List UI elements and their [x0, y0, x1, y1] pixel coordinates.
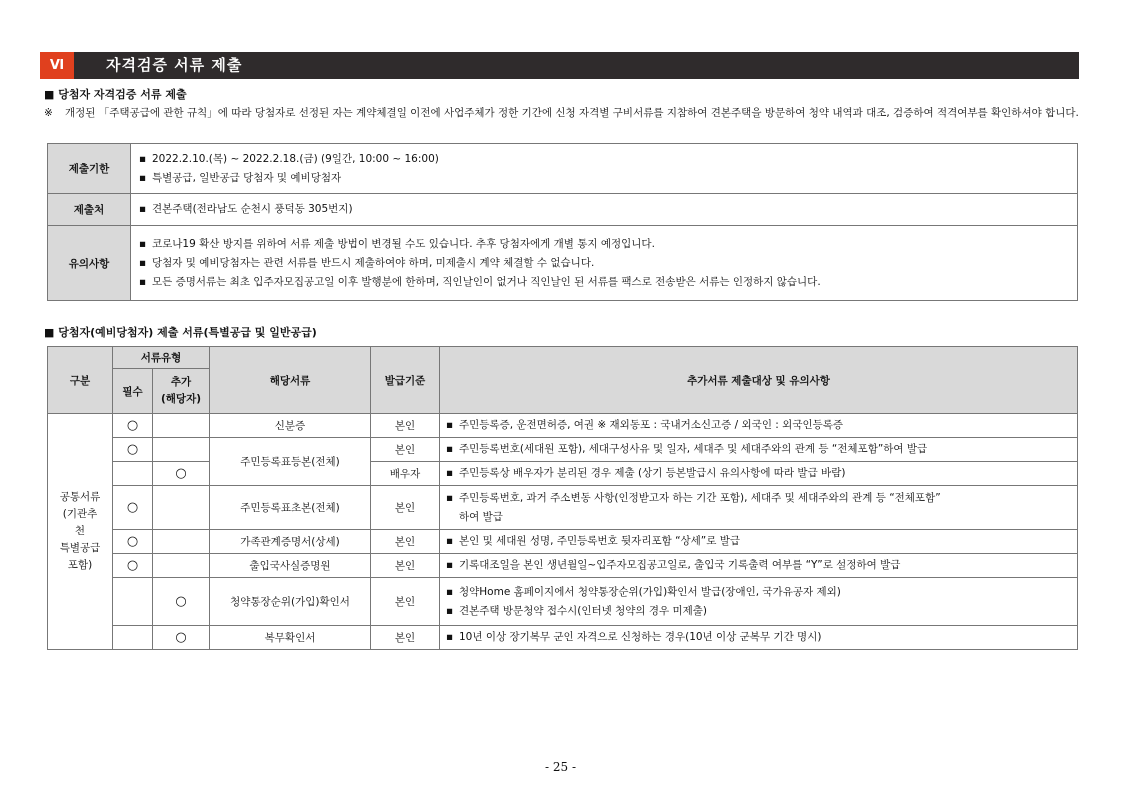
required-mark — [113, 462, 153, 486]
additional-mark — [153, 554, 210, 578]
note-text: 10년 이상 장기복무 군인 자격으로 신청하는 경우(10년 이상 군복무 기간 명시) — [459, 631, 822, 643]
required-mark: ○ — [113, 486, 153, 530]
required-mark — [113, 578, 153, 626]
target-text: 특별공급, 일반공급 당첨자 및 예비당첨자 — [152, 171, 342, 184]
required-mark — [113, 626, 153, 650]
table-row — [48, 554, 1078, 578]
header-issue: 발급기준 — [371, 347, 440, 414]
notes-cell — [440, 530, 1078, 554]
bullet: ▪ — [446, 604, 454, 617]
document-name: 청약통장순위(가입)확인서 — [210, 578, 371, 626]
header-document: 해당서류 — [210, 347, 371, 414]
notes-cell — [440, 462, 1078, 486]
header-notes: 추가서류 제출대상 및 유의사항 — [440, 347, 1078, 414]
table-row — [48, 414, 1078, 438]
issue-basis: 본인 — [371, 578, 440, 626]
required-mark: ○ — [113, 530, 153, 554]
bullet: ▪ — [139, 275, 147, 288]
required-mark: ○ — [113, 554, 153, 578]
bullet: ▪ — [446, 443, 454, 455]
document-name: 출입국사실증명원 — [210, 554, 371, 578]
issue-basis: 본인 — [371, 414, 440, 438]
additional-mark — [153, 438, 210, 462]
group-label: 공통서류 (기관추 천 특별공급 포함) — [48, 414, 113, 650]
section-number: Ⅵ — [40, 52, 74, 79]
additional-mark — [153, 486, 210, 530]
caution-text: 당첨자 및 예비당첨자는 관련 서류를 반드시 제출하여야 하며, 미제출시 계약 체결할 수 없습니다. — [152, 256, 595, 269]
location-text: 견본주택(전라남도 순천시 풍덕동 305번지) — [152, 203, 353, 215]
row-label: 제출처 — [48, 194, 131, 226]
bullet: ▪ — [446, 585, 454, 598]
document-name: 신분증 — [210, 414, 371, 438]
caution-text: 코로나19 확산 방지를 위하여 서류 제출 방법이 변경될 수도 있습니다. 추후 당첨자에게 개별 통지 예정입니다. — [152, 237, 655, 250]
bullet: ▪ — [446, 467, 454, 479]
notice-text: 개정된 「주택공급에 관한 규칙」에 따라 당첨자로 선정된 자는 계약체결일 이전에 사업주체가 정한 기간에 신청 자격별 구비서류를 지참하여 견본주택을 방문하여 청약 내역과 대조, 검증하여 적격여부를 확인하셔야 합니다. — [65, 107, 1079, 119]
issue-basis: 본인 — [371, 438, 440, 462]
issue-basis: 본인 — [371, 486, 440, 530]
bullet: ▪ — [139, 152, 147, 165]
header-required: 필수 — [113, 369, 153, 414]
table-row — [48, 438, 1078, 462]
required-mark: ○ — [113, 438, 153, 462]
note-text: 주민등록번호(세대원 포함), 세대구성사유 및 일자, 세대주 및 세대주와의 관계 등 “전체포함”하여 발급 — [459, 443, 928, 455]
document-name: 주민등록표초본(전체) — [210, 486, 371, 530]
header-category: 구분 — [48, 347, 113, 414]
header-doc-type: 서류유형 — [113, 347, 210, 369]
bullet: ▪ — [139, 203, 147, 215]
required-mark: ○ — [113, 414, 153, 438]
bullet: ▪ — [139, 171, 147, 184]
table-row — [48, 626, 1078, 650]
document-name: 가족관계증명서(상세) — [210, 530, 371, 554]
note-text: 주민등록증, 운전면허증, 여권 ※ 재외동포 : 국내거소신고증 / 외국인 : 외국인등록증 — [459, 419, 844, 431]
additional-mark: ○ — [153, 626, 210, 650]
notes-cell — [440, 438, 1078, 462]
subsection-heading-2: ■ 당첨자(예비당첨자) 제출 서류(특별공급 및 일반공급) — [44, 326, 317, 339]
bullet: ▪ — [446, 419, 454, 431]
document-name: 복무확인서 — [210, 626, 371, 650]
notes-cell — [440, 486, 1078, 530]
section-title: 자격검증 서류 제출 — [106, 56, 243, 74]
additional-mark: ○ — [153, 578, 210, 626]
bullet: ▪ — [446, 491, 454, 504]
notice — [44, 104, 1080, 122]
table-row — [48, 530, 1078, 554]
row-content — [131, 194, 1078, 226]
submission-info-table — [47, 143, 1078, 301]
note-text: 본인 및 세대원 성명, 주민등록번호 뒷자리포함 “상세”로 발급 — [459, 535, 741, 547]
note-text: 청약Home 홈페이지에서 청약통장순위(가입)확인서 발급(장애인, 국가유공자 제외) — [459, 585, 841, 598]
notes-cell — [440, 554, 1078, 578]
bullet: ▪ — [446, 631, 454, 643]
bullet: ▪ — [446, 535, 454, 547]
subsection-heading-1: ■ 당첨자 자격검증 서류 제출 — [44, 88, 187, 101]
notes-cell — [440, 626, 1078, 650]
note-text: 기록대조일을 본인 생년월일~입주자모집공고일로, 출입국 기록출력 여부를 “Y”로 설정하여 발급 — [459, 559, 901, 571]
additional-mark — [153, 414, 210, 438]
table-row — [48, 462, 1078, 486]
bullet: ▪ — [139, 256, 147, 269]
bullet: ▪ — [446, 559, 454, 571]
documents-table — [47, 346, 1078, 650]
row-label: 제출기한 — [48, 144, 131, 194]
caution-text: 모든 증명서류는 최초 입주자모집공고일 이후 발행분에 한하며, 직인날인이 없거나 직인날인 된 서류를 팩스로 전송받은 서류는 인정하지 않습니다. — [152, 275, 821, 288]
issue-basis: 배우자 — [371, 462, 440, 486]
page-number: - 25 - — [544, 760, 576, 774]
document-name: 주민등록표등본(전체) — [210, 438, 371, 486]
note-text: 주민등록번호, 과거 주소변동 사항(인정받고자 하는 기간 포함), 세대주 및 세대주와의 관계 등 “전체포함” — [459, 491, 941, 504]
deadline-text: 2022.2.10.(목) ~ 2022.2.18.(금) (9일간, 10:00 ~ 16:00) — [152, 152, 439, 165]
issue-basis: 본인 — [371, 626, 440, 650]
issue-basis: 본인 — [371, 554, 440, 578]
note-text: 하여 발급 — [459, 510, 503, 523]
row-content — [131, 144, 1078, 194]
bullet: ▪ — [139, 237, 147, 250]
header-additional: 추가 (해당자) — [153, 369, 210, 414]
issue-basis: 본인 — [371, 530, 440, 554]
section-header — [40, 52, 1079, 79]
notes-cell — [440, 578, 1078, 626]
additional-mark — [153, 530, 210, 554]
additional-mark: ○ — [153, 462, 210, 486]
row-content — [131, 226, 1078, 301]
note-mark: ※ — [44, 107, 53, 119]
notes-cell — [440, 414, 1078, 438]
note-text: 주민등록상 배우자가 분리된 경우 제출 (상기 등본발급시 유의사항에 따라 발급 바람) — [459, 467, 846, 479]
table-row — [48, 486, 1078, 530]
row-label: 유의사항 — [48, 226, 131, 301]
table-row — [48, 578, 1078, 626]
note-text: 견본주택 방문청약 접수시(인터넷 청약의 경우 미제출) — [459, 604, 708, 617]
